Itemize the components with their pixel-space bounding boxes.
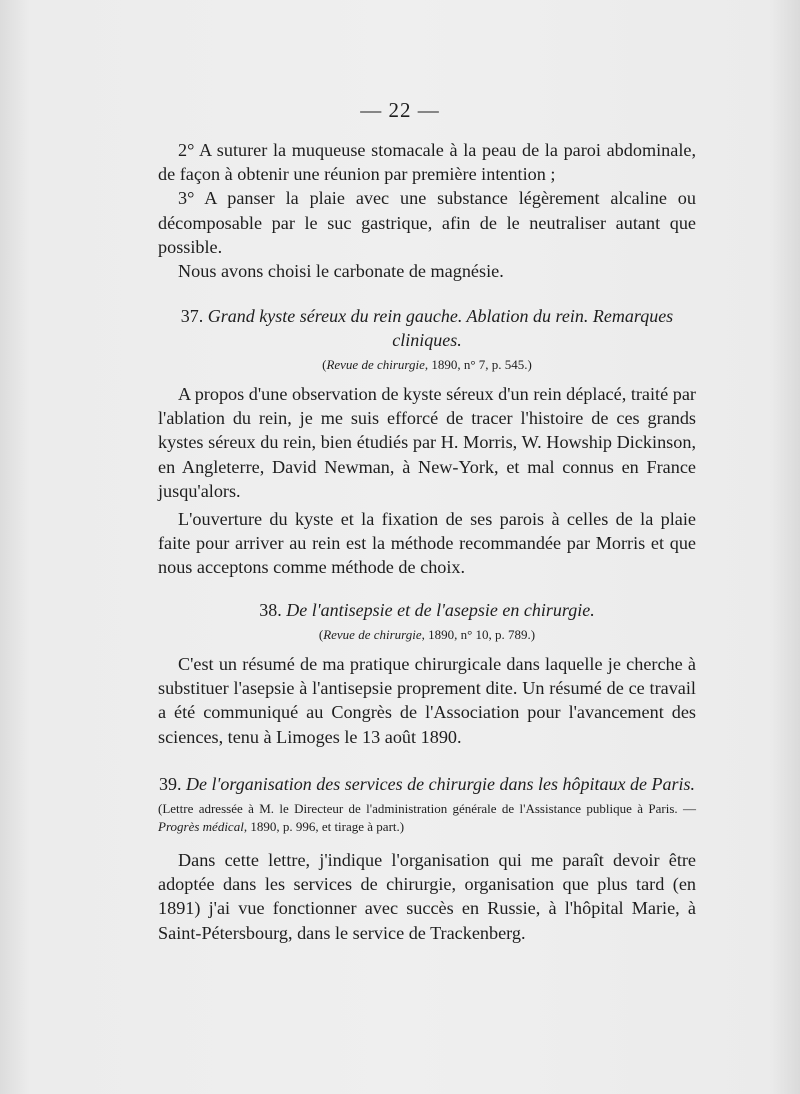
page-number: — 22 — [360,98,440,122]
section-39-ref-details: , 1890, p. 996, et tirage à part.) [243,819,405,834]
section-39-number: 39. [159,774,182,794]
section-37-ref-details: , 1890, n° 7, p. 545.) [424,357,532,372]
section-37-title: Grand kyste séreux du rein gauche. Ablation du rein. Remarques cliniques. [207,306,674,350]
ref-open: ( [318,627,324,642]
section-38-heading [158,598,696,622]
section-39-ref-prefix: (Lettre adressée à M. le Directeur de l'administration générale de l'Assistance publique à Paris. — [158,801,696,816]
section-38-number: 38. [259,600,282,620]
section-38-paragraph-1: C'est un résumé de ma pratique chirurgicale dans laquelle je cherche à substituer l'asepsie à l'antisepsie proprement dite. Un résumé de ce travail a été communiqué au Congrès de l'Association pour l'avancement des sciences, tenu à Limoges le 13 août 1890. [158,654,696,747]
section-39-reference [158,800,696,836]
section-37-paragraph-1: A propos d'une observation de kyste séreux d'un rein déplacé, traité par l'ablation du rein, je me suis efforcé de tracer l'histoire de ces grands kystes séreux du rein, bien étudiés par H. Morris, W. Howship Dickinson, en Angleterre, David Newman, à New-York, et mal connus en France jusqu'alors. [158,384,696,501]
section-37-journal: Revue de chirurgie [326,357,425,372]
section-37-heading [158,304,696,352]
section-38-ref-details: , 1890, n° 10, p. 789.) [421,627,536,642]
section-37-reference [158,356,696,374]
intro-block [158,138,696,283]
section-38 [158,598,696,749]
section-38-journal: Revue de chirurgie [323,627,422,642]
section-39-paragraph-1: Dans cette lettre, j'indique l'organisation qui me paraît devoir être adoptée dans les services de chirurgie, organisation que plus tard (en 1891) j'ai vue fonctionner avec succès en Russie, à l'hôpital Marie, à Saint-Pétersbourg, dans le service de Trackenberg. [158,850,696,943]
ref-open: ( [322,357,327,372]
intro-item-3: 3° A panser la plaie avec une substance légèrement alcaline ou décomposable par le suc gastrique, afin de le neutraliser autant que possible. [158,188,696,257]
section-38-reference [158,626,696,644]
section-39 [158,772,696,945]
section-37 [158,304,696,580]
intro-conclusion: Nous avons choisi le carbonate de magnésie. [178,261,504,282]
section-39-title: De l'organisation des services de chirurgie dans les hôpitaux de Paris. [186,774,695,794]
section-39-journal: Progrès médical [158,819,244,834]
section-37-paragraph-2: L'ouverture du kyste et la fixation de ses parois à celles de la plaie faite pour arriver au rein est la méthode recommandée par Morris et que nous acceptons comme méthode de choix. [158,509,696,578]
section-37-number: 37. [180,306,204,326]
section-38-title: De l'antisepsie et de l'asepsie en chirurgie. [286,600,595,620]
intro-item-2: 2° A suturer la muqueuse stomacale à la peau de la paroi abdominale, de façon à obtenir une réunion par première intention ; [158,140,696,185]
section-39-heading [158,772,696,796]
